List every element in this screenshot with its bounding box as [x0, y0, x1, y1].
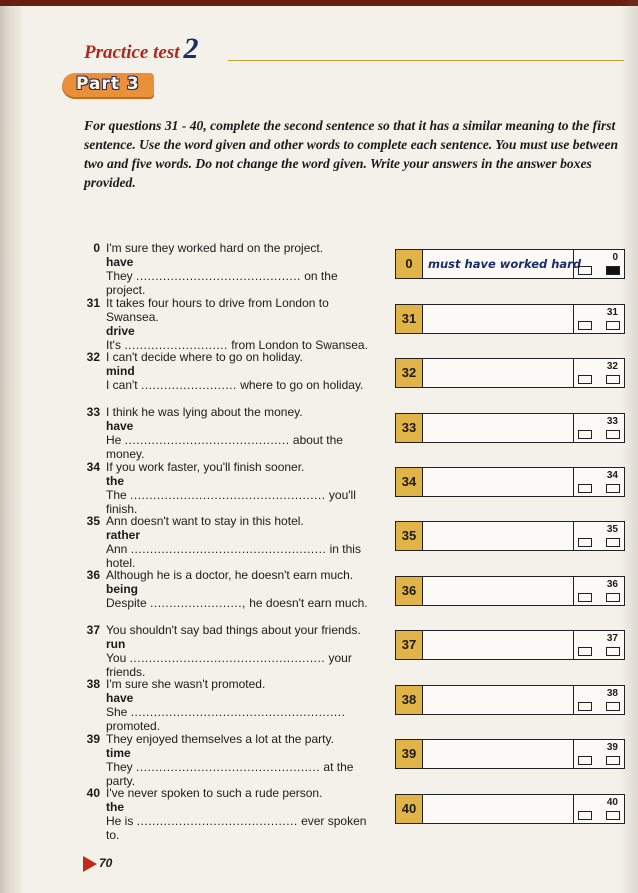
question-number: 36 [86, 568, 100, 582]
question-gap-line: You ................................................... your friends. [106, 651, 352, 679]
question-number: 38 [86, 677, 100, 691]
answer-box-number: 34 [396, 468, 423, 496]
question-number: 33 [86, 405, 100, 419]
mark-square-right[interactable] [606, 321, 620, 330]
answer-box-38[interactable] [395, 685, 625, 715]
book-spine [0, 0, 22, 893]
answer-box-35[interactable] [395, 521, 625, 551]
mark-area [573, 686, 624, 714]
part-label: Part 3 [76, 74, 140, 94]
question-sentence: It takes four hours to drive from London to Swansea. [106, 296, 329, 324]
instructions: For questions 31 - 40, complete the second sentence so that it has a similar meaning to the first sentence. Use the word given and other words to complete each sentence. You must use between two and five words. Do not change the word given. Write your answers in the answer boxes provided. [84, 118, 619, 190]
answer-box-number: 32 [396, 359, 423, 387]
mark-square-left[interactable] [578, 811, 592, 820]
mark-number: 32 [606, 361, 618, 372]
answer-box-number: 31 [396, 305, 423, 333]
mark-square-left[interactable] [578, 702, 592, 711]
question-gap-line: I can't ......................... where to go on holiday. [106, 378, 364, 392]
question-key-word: have [106, 255, 134, 269]
mark-area [573, 740, 624, 768]
question-number: 32 [86, 350, 100, 364]
answer-box-number: 36 [396, 577, 423, 605]
mark-square-left[interactable] [578, 430, 592, 439]
answer-box-number: 33 [396, 414, 423, 442]
mark-number: 33 [606, 416, 618, 427]
mark-area [573, 250, 624, 278]
answer-box-number: 40 [396, 795, 423, 823]
mark-square-left[interactable] [578, 266, 592, 275]
answer-box-number: 38 [396, 686, 423, 714]
mark-number: 34 [606, 470, 618, 481]
question-key-word: rather [106, 528, 141, 542]
answer-box-32[interactable] [395, 358, 625, 388]
question-sentence: If you work faster, you'll finish sooner. [106, 460, 305, 474]
mark-number: 0 [612, 252, 618, 263]
question-gap-line: She ........................................................ promoted. [106, 705, 346, 733]
question-number: 31 [86, 296, 100, 310]
answer-box-number: 39 [396, 740, 423, 768]
answer-box-39[interactable] [395, 739, 625, 769]
mark-area [573, 414, 624, 442]
mark-square-right[interactable] [606, 484, 620, 493]
mark-square-left[interactable] [578, 321, 592, 330]
question-number: 39 [86, 732, 100, 746]
question-sentence: I'm sure they worked hard on the project. [106, 241, 324, 255]
question-gap-line: He is .......................................... ever spoken to. [106, 814, 367, 842]
mark-square-right[interactable] [606, 647, 620, 656]
question-key-word: being [106, 582, 138, 596]
question-key-word: drive [106, 324, 135, 338]
mark-number: 31 [606, 307, 618, 318]
question-key-word: the [106, 800, 124, 814]
page-title-number: 2 [183, 32, 199, 65]
part-badge [62, 73, 154, 99]
answer-text: must have worked hard [428, 257, 582, 271]
answer-box-0[interactable] [395, 249, 625, 279]
mark-number: 37 [606, 633, 618, 644]
mark-number: 39 [606, 742, 618, 753]
mark-square-right[interactable] [606, 756, 620, 765]
question-sentence: I think he was lying about the money. [106, 405, 303, 419]
mark-number: 35 [606, 524, 618, 535]
top-edge-bar [0, 0, 638, 6]
mark-area [573, 468, 624, 496]
mark-square-right[interactable] [606, 702, 620, 711]
mark-area [573, 359, 624, 387]
mark-square-left[interactable] [578, 756, 592, 765]
page-number: 70 [99, 856, 113, 870]
mark-square-left[interactable] [578, 647, 592, 656]
question-sentence: Although he is a doctor, he doesn't earn much. [106, 568, 354, 582]
question-gap-line: It's ........................... from London to Swansea. [106, 338, 368, 352]
mark-area [573, 305, 624, 333]
question-key-word: have [106, 419, 134, 433]
mark-square-right[interactable] [606, 430, 620, 439]
mark-square-right[interactable] [606, 375, 620, 384]
question-sentence: I can't decide where to go on holiday. [106, 350, 303, 364]
mark-square-left[interactable] [578, 538, 592, 547]
question-sentence: They enjoyed themselves a lot at the party. [106, 732, 334, 746]
question-gap-line: Despite ........................, he doesn't earn much. [106, 596, 368, 610]
question-key-word: time [106, 746, 131, 760]
question-key-word: the [106, 474, 124, 488]
mark-area [573, 631, 624, 659]
mark-square-right[interactable] [606, 593, 620, 602]
question-sentence: I've never spoken to such a rude person. [106, 786, 323, 800]
question-number: 34 [86, 460, 100, 474]
page-arrow-icon [83, 856, 97, 872]
page-title-text: Practice test [84, 42, 180, 63]
question-gap-line: They ........................................... on the project. [106, 269, 338, 297]
mark-area [573, 795, 624, 823]
answer-box-33[interactable] [395, 413, 625, 443]
mark-area [573, 522, 624, 550]
mark-number: 38 [606, 688, 618, 699]
question-number: 40 [86, 786, 100, 800]
answer-box-37[interactable] [395, 630, 625, 660]
question-number: 0 [93, 241, 100, 255]
question-key-word: mind [106, 364, 135, 378]
answer-box-31[interactable] [395, 304, 625, 334]
question-gap-line: Ann ................................................... in this hotel. [106, 542, 361, 570]
question-key-word: have [106, 691, 134, 705]
page-title [84, 32, 199, 66]
mark-square-right[interactable] [606, 538, 620, 547]
question-key-word: run [106, 637, 126, 651]
mark-square-left[interactable] [578, 484, 592, 493]
question-number: 37 [86, 623, 100, 637]
answer-box-36[interactable] [395, 576, 625, 606]
question-gap-line: The ................................................... you'll finish. [106, 488, 356, 516]
mark-area [573, 577, 624, 605]
question-sentence: You shouldn't say bad things about your friends. [106, 623, 361, 637]
answer-box-number: 0 [396, 250, 423, 278]
question-gap-line: They ................................................ at the party. [106, 760, 354, 788]
mark-square-right[interactable] [606, 811, 620, 820]
mark-square-right-filled[interactable] [606, 266, 620, 275]
question-gap-line: He ........................................... about the money. [106, 433, 343, 461]
title-rule [228, 60, 624, 61]
question-sentence: I'm sure she wasn't promoted. [106, 677, 266, 691]
answer-box-number: 37 [396, 631, 423, 659]
answer-box-number: 35 [396, 522, 423, 550]
question-number: 35 [86, 514, 100, 528]
mark-number: 40 [606, 797, 618, 808]
mark-square-left[interactable] [578, 375, 592, 384]
answer-box-40[interactable] [395, 794, 625, 824]
mark-number: 36 [606, 579, 618, 590]
question-sentence: Ann doesn't want to stay in this hotel. [106, 514, 304, 528]
answer-box-34[interactable] [395, 467, 625, 497]
mark-square-left[interactable] [578, 593, 592, 602]
